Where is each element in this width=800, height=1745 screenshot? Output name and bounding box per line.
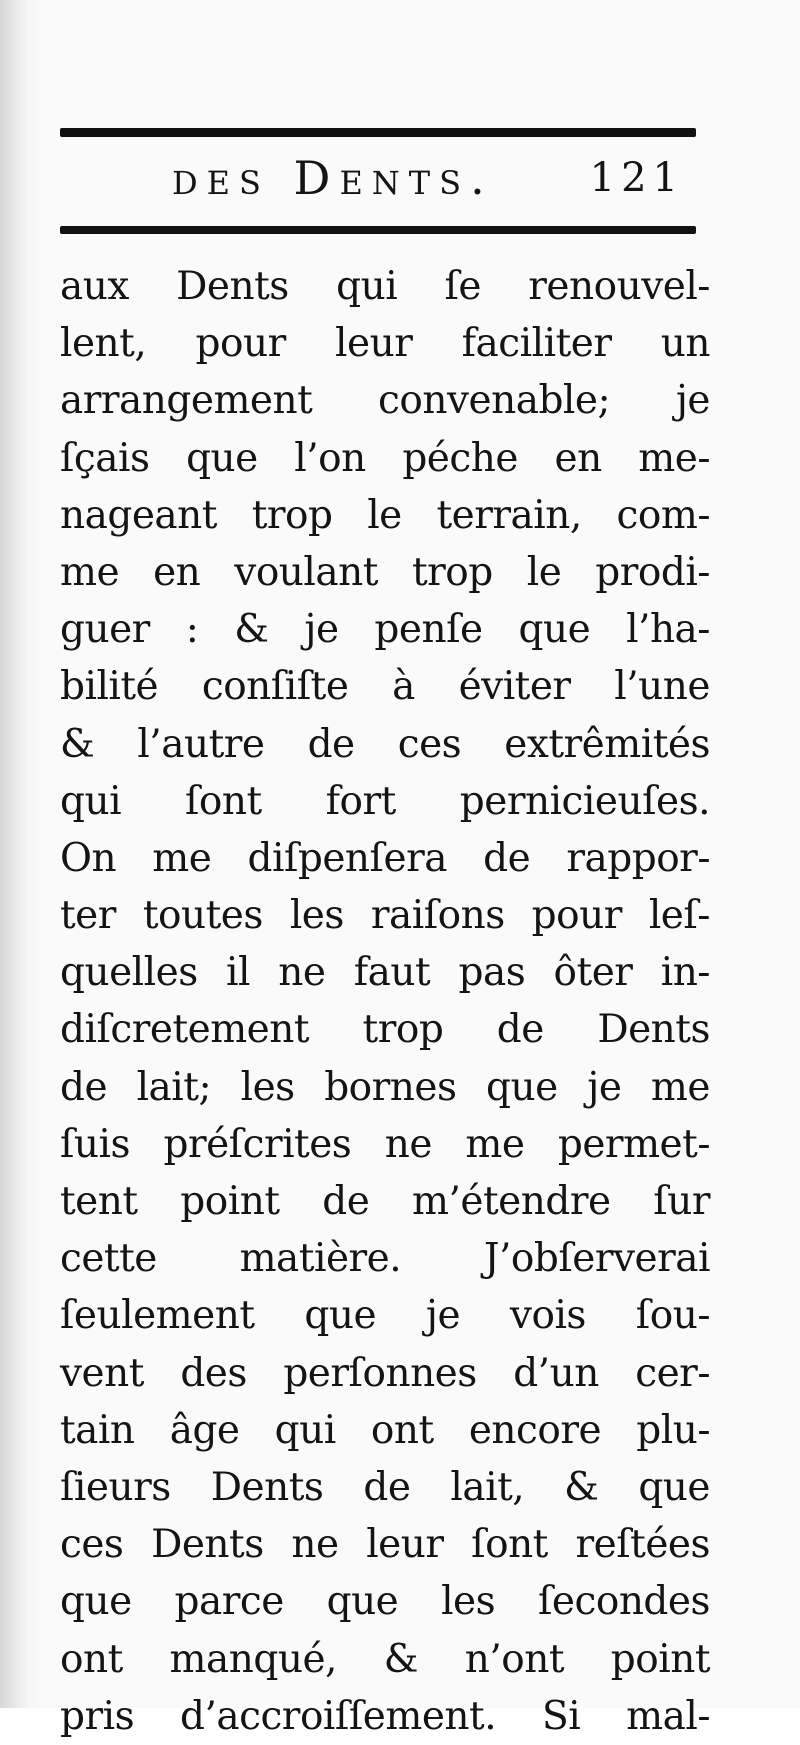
text-line: On me diſpenſera de rappor- — [60, 835, 710, 881]
text-line: qui ſont fort pernicieuſes. — [60, 778, 710, 824]
text-line: guer : & je penſe que l’ha- — [60, 607, 710, 653]
text-line: ſuis préſcrites ne me permet- — [60, 1121, 710, 1167]
text-line: aux Dents qui ſe renouvel- — [60, 264, 710, 309]
text-line: cette matière. J’obſerverai — [60, 1236, 710, 1282]
text-line: ſieurs Dents de lait, & que — [60, 1464, 710, 1510]
text-line: nageant trop le terrain, com- — [60, 492, 710, 538]
text-line: arrangement convenable; je — [60, 378, 710, 424]
text-line: ſçais que l’on péche en me- — [60, 435, 710, 481]
running-head — [60, 150, 700, 206]
text-line: ces Dents ne leur ſont reſtées — [60, 1522, 710, 1568]
header-rule-bottom — [60, 226, 696, 234]
text-line: & l’autre de ces extrêmités — [60, 721, 710, 767]
text-line: tain âge qui ont encore plu- — [60, 1407, 710, 1453]
header-rule-top — [60, 128, 696, 137]
text-line: tent point de m’étendre ſur — [60, 1179, 710, 1224]
running-title: des Dents. — [172, 151, 494, 205]
text-line: ſeulement que je vois ſou- — [60, 1293, 710, 1339]
text-line: de lait; les bornes que je me — [60, 1064, 710, 1110]
text-line: me en voulant trop le prodi- — [60, 549, 710, 595]
page-number: 121 — [589, 155, 684, 201]
body-text — [60, 258, 710, 1745]
text-line: diſcretement trop de Dents — [60, 1007, 710, 1053]
text-line: ont manqué, & n’ont point — [60, 1636, 710, 1682]
text-line: ter toutes les raiſons pour leſ- — [60, 893, 710, 939]
text-line: lent, pour leur faciliter un — [60, 321, 710, 367]
text-line: bilité conſiſte à éviter l’une — [60, 664, 710, 710]
text-line: vent des perſonnes d’un cer- — [60, 1350, 710, 1396]
text-line: que parce que les ſecondes — [60, 1579, 710, 1625]
text-line: pris d’accroiſſement. Si mal- — [60, 1693, 710, 1739]
text-line: quelles il ne faut pas ôter in- — [60, 950, 710, 996]
